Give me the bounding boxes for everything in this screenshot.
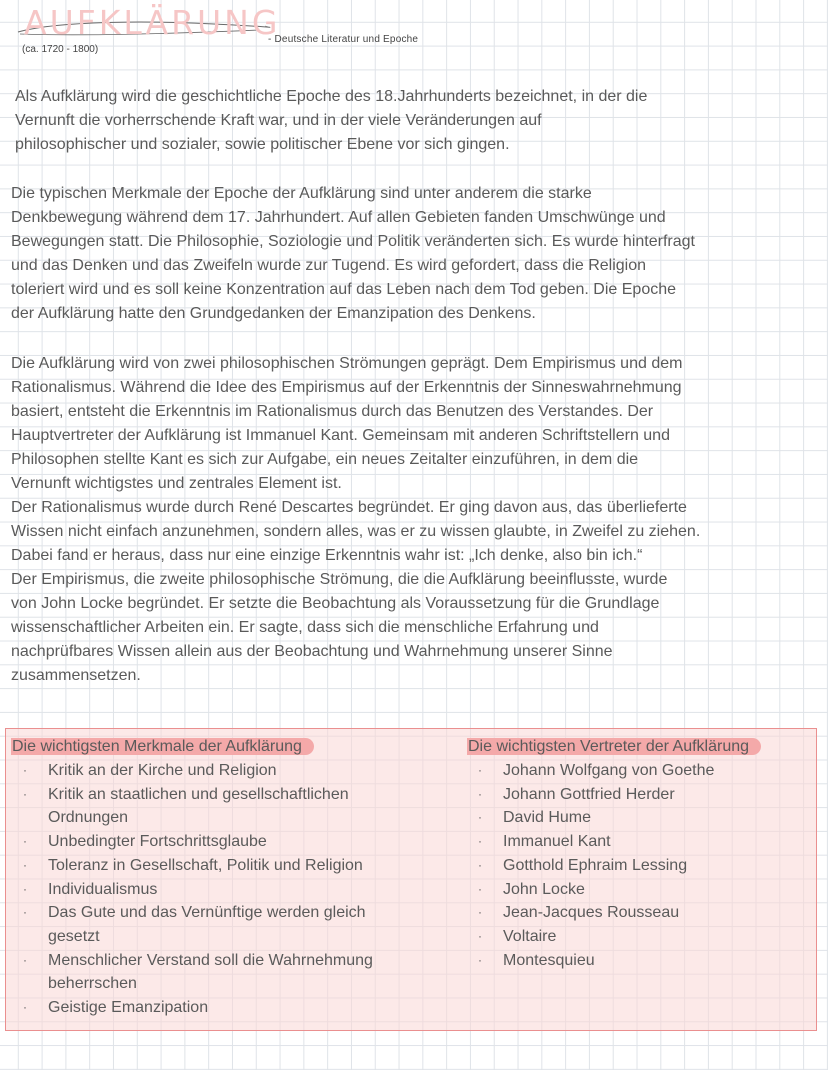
list-item-text: Individualismus <box>48 880 158 898</box>
philosophy-paragraph <box>11 352 816 688</box>
bullet-icon: · <box>23 763 27 777</box>
bullet-icon: · <box>478 857 482 872</box>
text-line: Denkbewegung während dem 17. Jahrhundert. Auf allen Gebieten fanden Umschwünge und <box>11 209 666 226</box>
text-line: wissenschaftlicher Arbeiten ein. Er sagte, dass sich die menschliche Erfahrung und <box>11 619 599 636</box>
bullet-icon: · <box>478 786 482 801</box>
text-line: Die typischen Merkmale der Epoche der Aufklärung sind unter anderem die starke <box>11 185 592 202</box>
bullet-icon: · <box>23 857 27 872</box>
bullet-icon: · <box>478 928 482 943</box>
text-line: der Aufklärung hatte den Grundgedanken der Emanzipation des Denkens. <box>11 305 536 322</box>
list-item-text: Gotthold Ephraim Lessing <box>503 856 688 874</box>
text-line: Der Empirismus, die zweite philosophische Strömung, die die Aufklärung beeinflusste, wurde <box>11 571 668 588</box>
list-item-text: John Locke <box>503 880 585 898</box>
list-item <box>478 949 714 973</box>
list-item-text: Voltaire <box>503 927 557 945</box>
list-item <box>478 759 714 783</box>
list-item <box>23 996 373 1020</box>
text-line: Als Aufklärung wird die geschichtliche Epoche des 18.Jahrhunderts bezeichnet, in der die <box>15 88 648 105</box>
list-item-text: Geistige Emanzipation <box>48 999 209 1017</box>
text-line: Vernunft wichtigstes und zentrales Element ist. <box>11 475 342 492</box>
text-line: basiert, entsteht die Erkenntnis im Rationalismus durch das Benutzen des Verstandes. Der <box>11 403 654 420</box>
list-item-text: Kritik an staatlichen und gesellschaftlichen <box>48 785 349 803</box>
list-item-text: beherrschen <box>48 975 137 993</box>
text-line: Der Rationalismus wurde durch René Descartes begründet. Er ging davon aus, das überlieferte <box>11 499 687 516</box>
list-item-text: Ordnungen <box>48 809 129 827</box>
text-line: Vernunft die vorherrschende Kraft war, und in der viele Veränderungen auf <box>15 112 542 129</box>
text-line: von John Locke begründet. Er setzte die Beobachtung als Voraussetzung für die Grundlage <box>11 595 660 612</box>
bullet-icon: · <box>478 834 482 849</box>
list-item <box>23 901 373 948</box>
list-item <box>23 830 373 854</box>
list-item-text: Kritik an der Kirche und Religion <box>48 762 277 779</box>
bullet-icon: · <box>23 834 27 849</box>
intro-paragraph <box>15 85 805 157</box>
list-item <box>478 854 714 878</box>
representatives-heading <box>467 736 761 758</box>
bullet-icon: · <box>478 905 482 920</box>
list-item <box>478 783 714 807</box>
features-list <box>23 759 373 1020</box>
text-line: Hauptvertreter der Aufklärung ist Immanuel Kant. Gemeinsam mit anderen Schriftstellern und <box>11 427 670 444</box>
page-title: AUFKLÄRUNG <box>24 3 281 42</box>
features-paragraph <box>11 182 811 326</box>
bullet-icon: · <box>23 952 27 967</box>
list-item <box>23 949 373 996</box>
bullet-icon: · <box>23 786 27 801</box>
list-item <box>23 878 373 902</box>
list-item <box>478 830 714 854</box>
list-item-text: David Hume <box>503 809 592 827</box>
text-line: philosophischer und sozialer, sowie politischer Ebene vor sich gingen. <box>15 136 510 153</box>
representatives-heading-text: Die wichtigsten Vertreter der Aufklärung <box>467 738 761 755</box>
list-item <box>478 901 714 925</box>
bullet-icon: · <box>23 905 27 920</box>
list-item <box>23 783 373 830</box>
epoch-dates: (ca. 1720 - 1800) <box>22 44 99 55</box>
page-subtitle: - Deutsche Literatur und Epoche <box>268 34 419 45</box>
list-item-text: Toleranz in Gesellschaft, Politik und Religion <box>48 856 363 874</box>
list-item-text: Jean-Jacques Rousseau <box>503 904 680 922</box>
bullet-icon: · <box>478 810 482 825</box>
text-line: Die Aufklärung wird von zwei philosophischen Strömungen geprägt. Dem Empirismus und dem <box>11 355 683 372</box>
text-line: Bewegungen statt. Die Philosophie, Soziologie und Politik veränderten sich. Es wurde hinterfragt <box>11 233 695 250</box>
list-item <box>478 878 714 902</box>
list-item-text: Menschlicher Verstand soll die Wahrnehmung <box>48 951 373 969</box>
text-line: zusammensetzen. <box>11 667 141 684</box>
bullet-icon: · <box>23 881 27 896</box>
features-heading-text: Die wichtigsten Merkmale der Aufklärung <box>11 738 314 755</box>
bullet-icon: · <box>478 952 482 967</box>
text-line: Rationalismus. Während die Idee des Empirismus auf der Erkenntnis der Sinneswahrnehmung <box>11 379 682 396</box>
list-item-text: gesetzt <box>48 927 100 945</box>
list-item <box>478 925 714 949</box>
list-item-text: Johann Gottfried Herder <box>503 785 675 803</box>
list-item <box>478 806 714 830</box>
list-item-text: Unbedingter Fortschrittsglaube <box>48 833 267 851</box>
bullet-icon: · <box>23 1000 27 1015</box>
representatives-list <box>478 759 714 972</box>
list-item-text: Immanuel Kant <box>503 833 611 851</box>
text-line: Philosophen stellte Kant es sich zur Aufgabe, ein neues Zeitalter einzuführen, in dem die <box>11 451 639 468</box>
text-line: toleriert wird und es soll keine Konzentration auf das Leben nach dem Tod geben. Die Epoche <box>11 281 677 298</box>
list-item-text: Montesquieu <box>503 951 595 969</box>
text-line: nachprüfbares Wissen allein aus der Beobachtung und Wahrnehmung unserer Sinne <box>11 643 613 660</box>
text-line: Dabei fand er heraus, dass nur eine einzige Erkenntnis wahr ist: „Ich denke, also bin ich.“ <box>11 547 643 564</box>
list-item-text: Das Gute und das Vernünftige werden gleich <box>48 904 366 922</box>
list-item <box>23 759 373 783</box>
list-item <box>23 854 373 878</box>
bullet-icon: · <box>478 763 482 777</box>
features-heading <box>11 736 314 758</box>
bullet-icon: · <box>478 881 482 896</box>
text-line: und das Denken und das Zweifeln wurde zur Tugend. Es wird gefordert, dass die Religion <box>11 257 647 274</box>
list-item-text: Johann Wolfgang von Goethe <box>503 762 715 779</box>
text-line: Wissen nicht einfach anzunehmen, sondern alles, was er zu wissen glaubte, in Zweifel zu ziehen. <box>11 523 701 540</box>
